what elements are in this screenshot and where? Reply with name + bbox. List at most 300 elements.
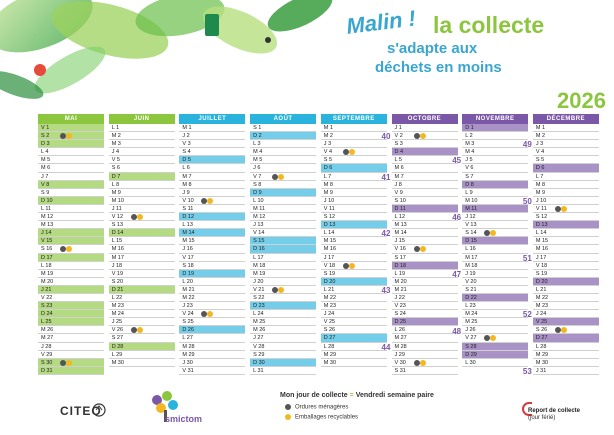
day-row <box>250 294 316 302</box>
day-label: L 30 <box>465 359 476 366</box>
day-label: J 24 <box>535 311 547 318</box>
day-label: L 31 <box>253 367 264 374</box>
day-label: J 31 <box>535 367 547 374</box>
day-row <box>179 164 245 172</box>
day-label: M 24 <box>465 311 478 318</box>
day-label: M 28 <box>182 343 195 350</box>
day-row <box>392 205 458 213</box>
day-label: M 22 <box>182 294 195 301</box>
day-label: L 8 <box>111 181 120 188</box>
day-row <box>533 173 599 181</box>
day-row <box>533 286 599 294</box>
day-label: D 26 <box>182 327 195 334</box>
day-row <box>533 343 599 351</box>
day-row <box>533 237 599 245</box>
day-label: J 22 <box>394 294 405 301</box>
day-label: M 13 <box>41 222 54 229</box>
day-label: V 19 <box>111 270 124 277</box>
legend-emballages-label: Emballages recyclables <box>295 414 359 421</box>
day-row <box>109 294 175 302</box>
day-label: J 5 <box>465 157 473 164</box>
day-row <box>38 254 104 262</box>
day-label: D 17 <box>41 254 53 261</box>
day-row <box>392 318 458 326</box>
day-label: V 26 <box>111 327 124 334</box>
day-label: D 13 <box>323 222 336 229</box>
day-row <box>250 343 316 351</box>
day-label: L 21 <box>323 286 335 293</box>
month-header: DÉCEMBRE <box>533 114 599 124</box>
day-row <box>109 189 175 197</box>
day-label: M 1 <box>182 125 192 131</box>
day-label: L 1 <box>111 125 120 131</box>
day-row <box>179 213 245 221</box>
day-row <box>392 286 458 294</box>
day-row <box>179 367 245 375</box>
emballages-dot-icon <box>420 246 426 252</box>
day-label: M 10 <box>111 197 124 204</box>
day-row <box>392 359 458 367</box>
day-label: M 7 <box>182 173 192 180</box>
year-title: 2026 <box>557 88 606 113</box>
day-label: J 27 <box>253 335 264 342</box>
day-row <box>462 189 528 197</box>
day-row <box>250 124 316 132</box>
day-label: L 9 <box>465 189 473 196</box>
day-row <box>250 318 316 326</box>
day-label: M 17 <box>111 254 124 261</box>
day-row <box>321 359 387 367</box>
collection-day-label: Mon jour de collecte <box>280 392 348 399</box>
day-label: M 12 <box>253 214 266 221</box>
day-label: L 15 <box>111 238 123 245</box>
day-label: S 5 <box>535 157 545 164</box>
day-row <box>321 326 387 334</box>
day-label: M 23 <box>111 303 124 310</box>
month-header: OCTOBRE <box>392 114 458 124</box>
day-row <box>321 164 387 172</box>
day-row <box>179 302 245 310</box>
day-row <box>321 310 387 318</box>
day-label: S 11 <box>182 205 194 212</box>
day-label: J 12 <box>465 214 476 221</box>
week-number: 53 <box>522 367 532 376</box>
day-row <box>179 124 245 132</box>
emballages-dot-icon <box>561 327 567 333</box>
day-row <box>533 140 599 148</box>
ordures-dot-icon <box>131 327 137 333</box>
month-column <box>250 114 316 375</box>
slogan-line2: la collecte <box>433 12 545 38</box>
day-row <box>250 367 316 375</box>
day-label: D 21 <box>111 286 124 293</box>
day-label: D 4 <box>394 149 404 156</box>
day-label: M 22 <box>535 294 549 301</box>
day-row <box>392 189 458 197</box>
week-number: 50 <box>522 196 532 206</box>
legend-ordures-label: Ordures ménagères <box>295 404 349 411</box>
day-label: L 13 <box>182 222 193 229</box>
day-row <box>533 302 599 310</box>
day-label: L 12 <box>394 214 406 221</box>
day-row <box>533 132 599 140</box>
day-label: M 11 <box>253 205 265 212</box>
day-label: S 27 <box>111 335 124 342</box>
day-label: M 2 <box>111 133 121 140</box>
day-label: S 13 <box>111 222 124 229</box>
day-label: S 21 <box>465 286 477 293</box>
day-label: L 10 <box>253 197 264 204</box>
day-row <box>38 367 104 375</box>
day-label: M 26 <box>41 327 54 334</box>
week-number: 47 <box>452 269 462 279</box>
day-label: M 29 <box>535 351 549 358</box>
day-label: M 6 <box>394 165 404 172</box>
day-row <box>38 181 104 189</box>
day-row <box>109 359 175 367</box>
ordures-dot-icon <box>414 246 420 252</box>
day-row <box>392 262 458 270</box>
day-label: D 7 <box>111 173 121 180</box>
day-row <box>321 278 387 286</box>
day-row <box>38 140 104 148</box>
slogan <box>345 5 610 94</box>
day-row <box>38 221 104 229</box>
day-label: M 3 <box>465 141 475 148</box>
day-label: V 11 <box>535 205 547 212</box>
day-row <box>250 359 316 367</box>
day-row <box>109 262 175 270</box>
day-row <box>321 229 387 237</box>
day-row <box>392 326 458 334</box>
day-row <box>109 278 175 286</box>
day-label: J 14 <box>41 230 52 237</box>
day-label: V 28 <box>253 343 265 350</box>
day-label: M 29 <box>182 351 195 358</box>
day-label: J 3 <box>535 141 544 148</box>
day-row <box>533 254 599 262</box>
day-label: D 5 <box>182 157 191 164</box>
emballages-dot-icon <box>490 335 496 341</box>
day-row <box>321 205 387 213</box>
day-row <box>533 359 599 367</box>
day-label: J 17 <box>323 254 335 261</box>
day-label: M 18 <box>465 262 478 269</box>
day-label: D 10 <box>41 197 53 204</box>
day-label: S 8 <box>253 181 262 188</box>
day-label: D 20 <box>535 278 548 285</box>
emballages-dot-icon <box>561 206 567 212</box>
day-row <box>321 245 387 253</box>
day-label: J 10 <box>323 197 335 204</box>
day-label: J 29 <box>394 351 405 358</box>
day-label: S 14 <box>465 230 477 237</box>
collection-day <box>280 392 434 399</box>
yellow-dot-icon <box>285 414 291 420</box>
day-label: S 4 <box>182 149 191 156</box>
day-label: M 1 <box>323 125 333 131</box>
day-row <box>109 229 175 237</box>
day-row <box>533 124 599 132</box>
day-label: M 24 <box>111 311 124 318</box>
day-row <box>392 245 458 253</box>
day-row <box>250 302 316 310</box>
day-label: M 1 <box>535 125 546 131</box>
footer <box>0 386 614 435</box>
day-label: J 20 <box>253 278 264 285</box>
day-row <box>462 343 528 351</box>
day-row <box>321 254 387 262</box>
day-label: M 17 <box>465 254 478 261</box>
day-row <box>321 197 387 205</box>
day-row <box>38 326 104 334</box>
day-label: M 22 <box>323 294 337 301</box>
day-label: M 14 <box>182 230 195 237</box>
day-row <box>321 286 387 294</box>
day-row <box>250 245 316 253</box>
day-label: D 9 <box>253 189 262 196</box>
month-column <box>179 114 245 375</box>
day-label: L 20 <box>182 278 193 285</box>
day-label: V 29 <box>41 351 53 358</box>
day-label: V 21 <box>253 286 265 293</box>
day-row <box>179 181 245 189</box>
day-label: V 9 <box>394 189 403 196</box>
day-label: D 15 <box>465 238 477 245</box>
day-label: D 31 <box>41 367 53 374</box>
legend-emballages <box>285 414 358 421</box>
day-row <box>462 124 528 132</box>
day-label: L 19 <box>394 270 406 277</box>
day-label: D 6 <box>535 165 545 172</box>
day-row <box>462 262 528 270</box>
day-row <box>179 351 245 359</box>
day-row <box>321 124 387 132</box>
day-row <box>250 148 316 156</box>
day-row <box>321 173 387 181</box>
day-label: S 18 <box>182 262 194 269</box>
day-row <box>533 221 599 229</box>
day-label: V 6 <box>465 165 474 172</box>
day-label: V 7 <box>253 173 262 180</box>
day-label: S 24 <box>394 311 406 318</box>
day-row <box>321 213 387 221</box>
ordures-dot-icon <box>555 327 561 333</box>
day-row <box>109 213 175 221</box>
emballages-dot-icon <box>66 360 72 366</box>
week-number: 51 <box>522 253 532 263</box>
month-column <box>533 114 599 375</box>
day-label: S 15 <box>253 238 265 245</box>
day-row <box>533 318 599 326</box>
day-row <box>462 140 528 148</box>
day-row <box>462 310 528 318</box>
emballages-dot-icon <box>137 327 143 333</box>
day-label: M 23 <box>323 303 337 310</box>
day-label: M 20 <box>394 278 407 285</box>
day-row <box>109 237 175 245</box>
day-row <box>179 237 245 245</box>
day-row <box>250 237 316 245</box>
day-row <box>109 270 175 278</box>
day-label: M 21 <box>394 286 407 293</box>
report-label: Report de collecte <box>528 408 581 414</box>
day-row <box>179 173 245 181</box>
month-column <box>109 114 175 367</box>
day-row <box>38 262 104 270</box>
day-label: V 14 <box>253 230 265 237</box>
day-row <box>38 213 104 221</box>
collection-day-value: Vendredi semaine paire <box>355 392 434 399</box>
day-row <box>392 140 458 148</box>
day-label: S 30 <box>41 359 53 366</box>
day-label: J 19 <box>465 270 476 277</box>
day-label: L 7 <box>323 173 332 180</box>
day-row <box>533 213 599 221</box>
day-label: L 3 <box>253 141 261 148</box>
day-label: J 1 <box>394 125 402 131</box>
emballages-dot-icon <box>66 246 72 252</box>
emballages-dot-icon <box>137 214 143 220</box>
day-label: M 15 <box>182 238 195 245</box>
day-label: S 1 <box>253 125 262 131</box>
day-label: S 25 <box>182 319 194 326</box>
ordures-dot-icon <box>343 149 349 155</box>
day-row <box>109 173 175 181</box>
day-row <box>250 173 316 181</box>
day-label: S 9 <box>41 189 50 196</box>
day-row <box>250 189 316 197</box>
day-label: J 30 <box>182 359 193 366</box>
day-row <box>109 254 175 262</box>
day-label: S 19 <box>535 270 548 277</box>
day-label: M 9 <box>323 189 333 196</box>
day-row <box>109 334 175 342</box>
day-row <box>321 132 387 140</box>
month-column <box>321 114 387 367</box>
day-label: L 2 <box>465 133 473 140</box>
ordures-dot-icon <box>414 360 420 366</box>
day-label: M 12 <box>41 214 54 221</box>
day-label: M 21 <box>182 286 195 293</box>
day-row <box>462 237 528 245</box>
day-row <box>321 318 387 326</box>
collection-day-sep: = <box>349 392 354 399</box>
smictom-logo <box>145 390 215 430</box>
day-label: D 18 <box>394 262 407 269</box>
day-label: L 14 <box>323 230 335 237</box>
day-label: V 18 <box>535 262 548 269</box>
day-row <box>109 343 175 351</box>
day-row <box>38 286 104 294</box>
day-label: L 25 <box>41 319 52 326</box>
day-label: M 26 <box>253 327 266 334</box>
month-column <box>392 114 458 375</box>
day-label: M 16 <box>535 246 549 253</box>
day-row <box>179 156 245 164</box>
day-row <box>321 189 387 197</box>
day-row <box>179 148 245 156</box>
day-label: D 30 <box>253 359 265 366</box>
day-row <box>462 294 528 302</box>
day-label: J 3 <box>323 141 332 148</box>
day-label: V 8 <box>41 181 50 188</box>
day-row <box>533 262 599 270</box>
day-row <box>109 181 175 189</box>
day-row <box>109 245 175 253</box>
day-row <box>462 351 528 359</box>
day-label: M 27 <box>41 335 54 342</box>
day-row <box>38 310 104 318</box>
day-label: M 8 <box>535 181 546 188</box>
day-label: S 6 <box>111 165 120 172</box>
day-row <box>38 132 104 140</box>
day-row <box>392 334 458 342</box>
day-row <box>462 221 528 229</box>
day-label: M 19 <box>253 270 266 277</box>
day-row <box>250 156 316 164</box>
day-row <box>179 286 245 294</box>
month-header: JUILLET <box>179 114 245 124</box>
month-column <box>462 114 528 367</box>
day-row <box>321 294 387 302</box>
day-label: D 24 <box>41 311 53 318</box>
day-label: V 25 <box>323 319 336 326</box>
day-label: V 30 <box>394 359 406 366</box>
day-row <box>38 278 104 286</box>
day-row <box>179 359 245 367</box>
day-row <box>38 173 104 181</box>
day-label: V 3 <box>182 141 191 148</box>
day-label: M 9 <box>111 189 121 196</box>
emballages-dot-icon <box>349 263 355 269</box>
day-row <box>321 237 387 245</box>
day-row <box>462 334 528 342</box>
day-row <box>109 302 175 310</box>
emballages-dot-icon <box>420 133 426 139</box>
day-row <box>109 164 175 172</box>
day-label: M 15 <box>535 238 549 245</box>
ordures-dot-icon <box>131 214 137 220</box>
day-row <box>321 262 387 270</box>
day-label: V 11 <box>323 205 335 212</box>
day-row <box>392 367 458 375</box>
day-label: L 27 <box>182 335 193 342</box>
week-number: 45 <box>452 156 462 166</box>
day-label: D 16 <box>253 246 265 253</box>
day-row <box>392 164 458 172</box>
day-row <box>179 310 245 318</box>
day-row <box>462 318 528 326</box>
day-label: M 10 <box>465 197 478 204</box>
day-label: S 12 <box>323 214 336 221</box>
day-row <box>109 205 175 213</box>
day-label: J 26 <box>465 327 476 334</box>
day-row <box>179 229 245 237</box>
day-row <box>321 343 387 351</box>
week-number: 42 <box>381 229 391 239</box>
day-row <box>533 148 599 156</box>
day-label: L 28 <box>535 343 547 350</box>
week-number: 46 <box>452 213 462 223</box>
day-label: V 16 <box>394 246 406 253</box>
day-row <box>321 181 387 189</box>
day-label: J 24 <box>323 311 335 318</box>
day-row <box>392 351 458 359</box>
day-row <box>38 270 104 278</box>
day-row <box>533 326 599 334</box>
day-label: M 28 <box>394 343 407 350</box>
